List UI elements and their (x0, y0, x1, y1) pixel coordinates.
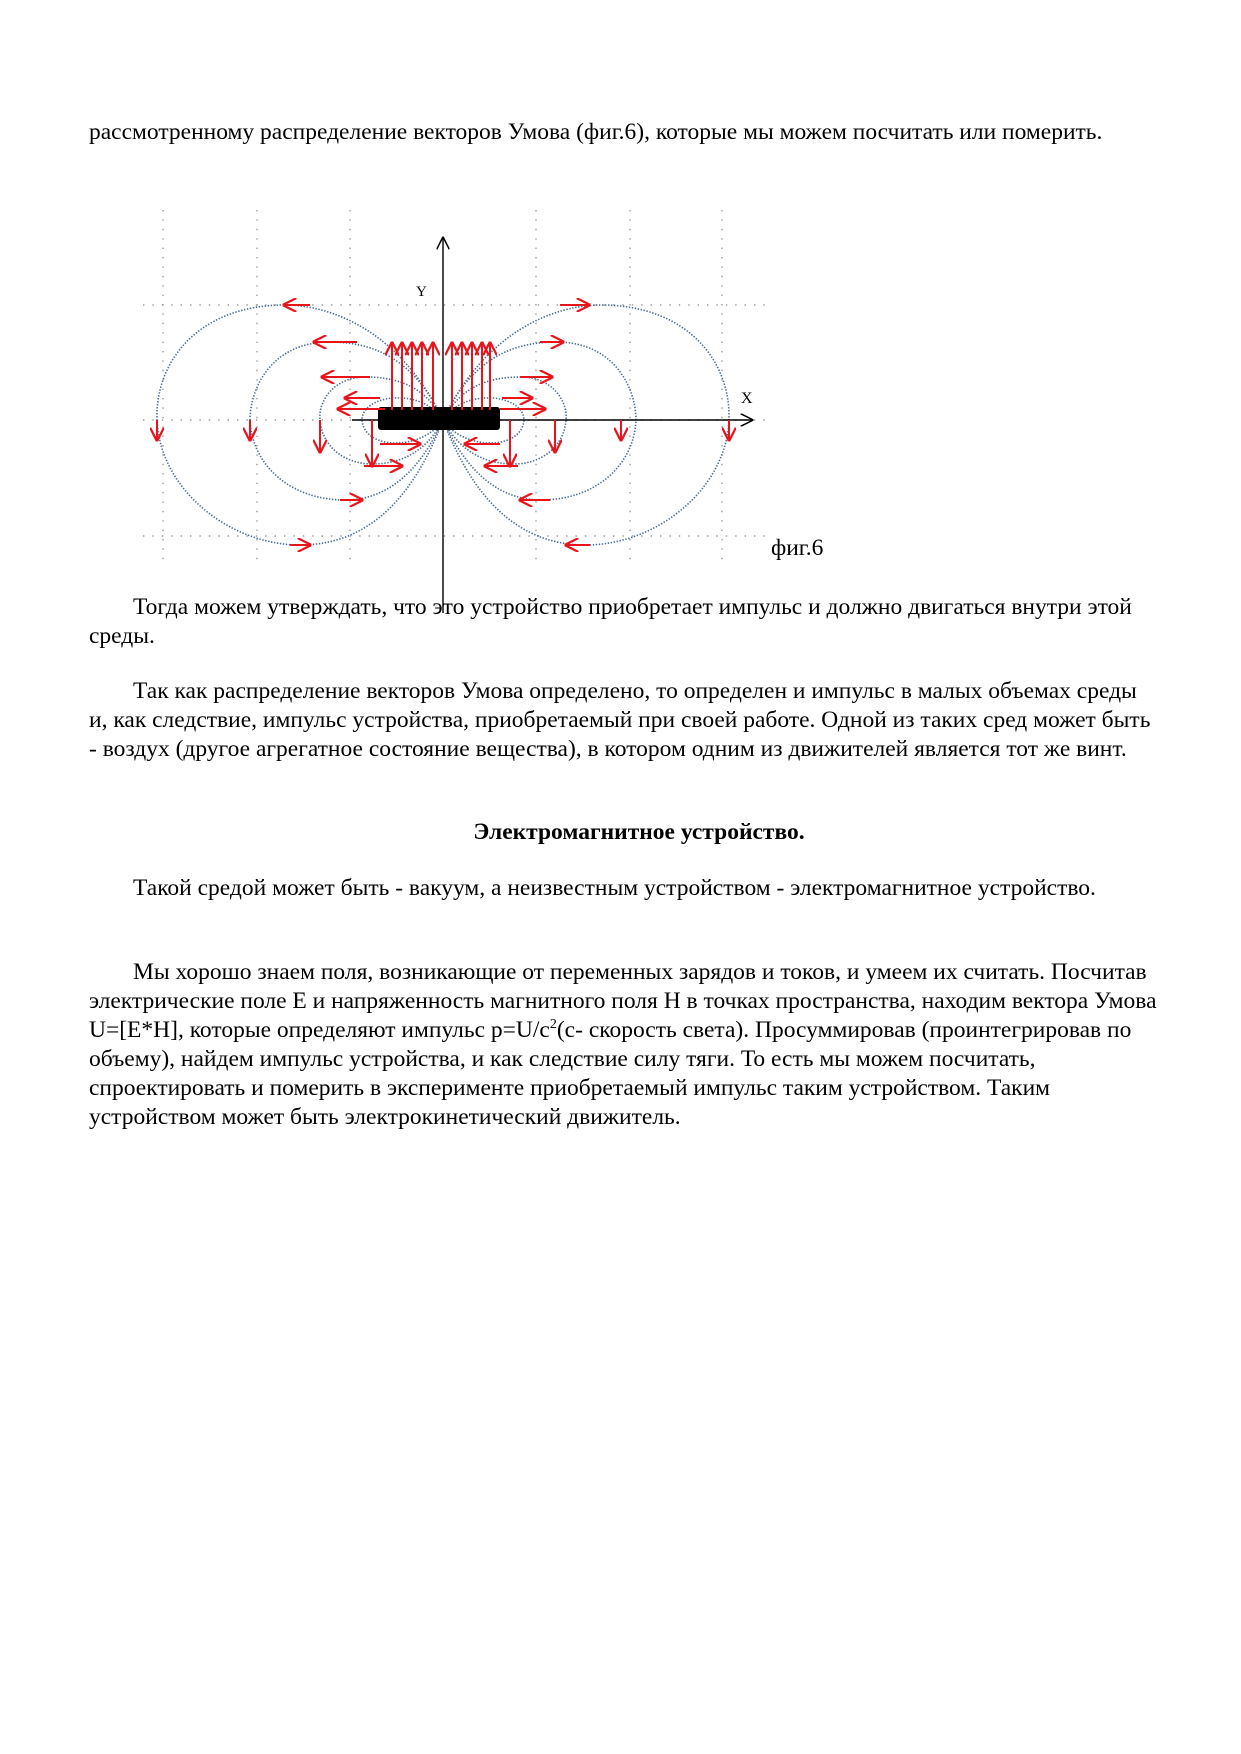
paragraph-fields-part1: Мы хорошо знаем поля, возникающие от переменных зарядов и токов, и умеем их считать. Посчитав электрические поле Е и напряженность магнитного поля Н в точках пространства, находим вектора Умова U=[E*H], которые определяют импульс p=U/c (89, 959, 1157, 1043)
section-heading: Электромагнитное устройство. (473, 819, 805, 845)
figure-caption: фиг.6 (771, 535, 824, 561)
paragraph-momentum: Тогда можем утверждать, что это устройство приобретает импульс и должно двигаться внутри этой среды. (89, 594, 1132, 649)
paragraph-fields-part2: (c- скорость света). Просуммировав (проинтегрировав по объему), найдем импульс устройства, и как следствие силу тяги. То есть мы можем посчитать, спроектировать и померить в эксперименте приобретаемый импульс таким устройством. Таким устройством может быть электрокинетический движитель. (89, 1017, 1132, 1130)
superscript-2: 2 (549, 1017, 557, 1033)
grid (143, 210, 770, 560)
paragraph-vacuum: Такой средой может быть - вакуум, а неизвестным устройством - электромагнитное устройство. (133, 875, 1096, 901)
paragraph-umov-distribution: Так как распределение векторов Умова определено, то определен и импульс в малых объемах среды и, как следствие, импульс устройства, приобретаемый при своей работе. Одной из таких сред может быть - воздух (другое агрегатное состояние вещества), в котором одним из движителей является тот же винт. (89, 678, 1151, 762)
y-axis-label: Y (416, 284, 427, 300)
device-bar (378, 407, 500, 430)
figure-6-umov-vectors (0, 0, 1241, 620)
x-axis-label: X (741, 390, 753, 407)
paragraph-intro: рассмотренному распределение векторов Умова (фиг.6), которые мы можем посчитать или померить. (89, 119, 1103, 145)
paragraph-fields (89, 958, 1159, 1132)
